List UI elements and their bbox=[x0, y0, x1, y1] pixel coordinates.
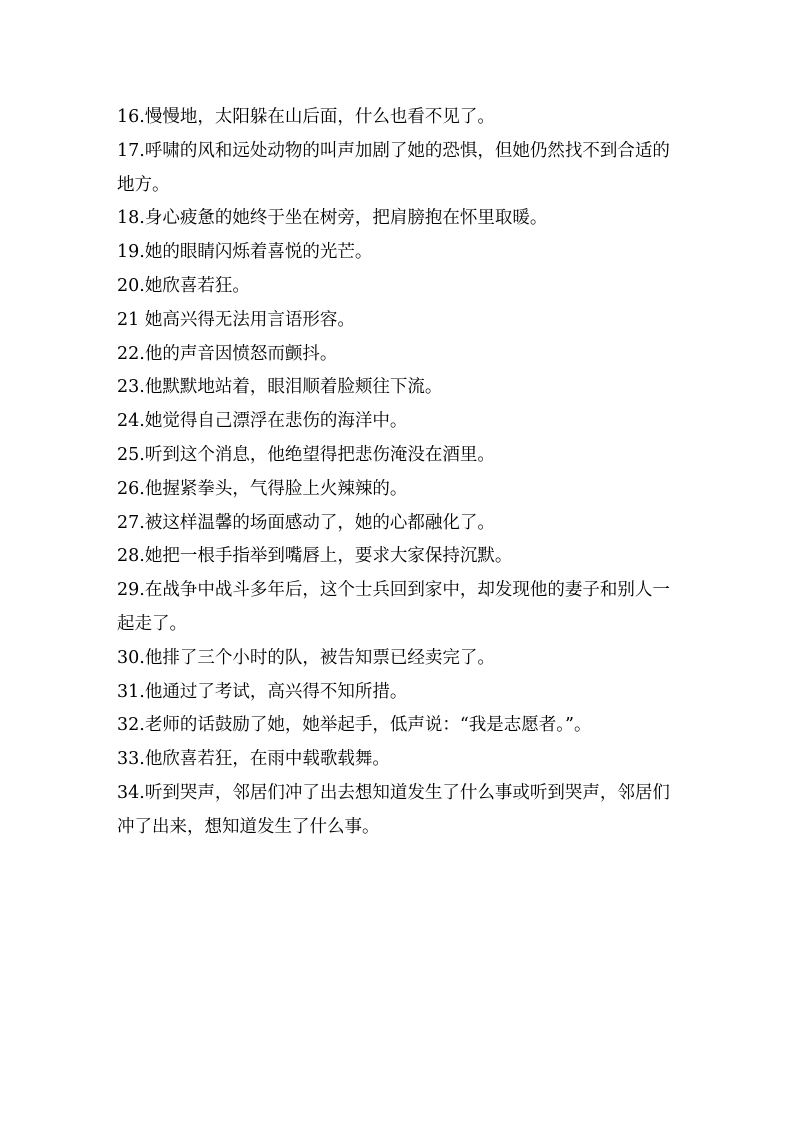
sentence-32: 32.老师的话鼓励了她，她举起手，低声说：“我是志愿者。”。 bbox=[117, 715, 592, 736]
sentence-24: 24.她觉得自己漂浮在悲伤的海洋中。 bbox=[117, 411, 408, 432]
sentence-21: 21 她高兴得无法用言语形容。 bbox=[117, 309, 355, 330]
sentence-30: 30.他排了三个小时的队，被告知票已经卖完了。 bbox=[117, 647, 495, 668]
sentence-19: 19.她的眼睛闪烁着喜悦的光芒。 bbox=[117, 242, 373, 263]
sentence-28: 28.她把一根手指举到嘴唇上，要求大家保持沉默。 bbox=[117, 546, 513, 567]
sentence-26: 26.他握紧拳头，气得脸上火辣辣的。 bbox=[117, 478, 408, 499]
sentence-20: 20.她欣喜若狂。 bbox=[117, 275, 250, 296]
sentence-31: 31.他通过了考试，高兴得不知所措。 bbox=[117, 681, 408, 702]
sentence-34: 34.听到哭声，邻居们冲了出去想知道发生了什么事或听到哭声，邻居们冲了出来，想知道发生了什么事。 bbox=[117, 782, 670, 837]
sentence-33: 33.他欣喜若狂，在雨中载歌载舞。 bbox=[117, 749, 390, 770]
sentence-25: 25.听到这个消息，他绝望得把悲伤淹没在酒里。 bbox=[117, 444, 495, 465]
sentence-27: 27.被这样温馨的场面感动了，她的心都融化了。 bbox=[117, 512, 495, 533]
sentence-list bbox=[117, 101, 677, 845]
sentence-23: 23.他默默地站着，眼泪顺着脸颊往下流。 bbox=[117, 377, 443, 398]
sentence-22: 22.他的声音因愤怒而颤抖。 bbox=[117, 343, 338, 364]
sentence-29: 29.在战争中战斗多年后，这个士兵回到家中，却发现他的妻子和别人一起走了。 bbox=[117, 580, 670, 634]
sentence-16: 16.慢慢地，太阳躲在山后面，什么也看不见了。 bbox=[117, 107, 495, 127]
sentence-17: 17.呼啸的风和远处动物的叫声加剧了她的恐惧，但她仍然找不到合适的地方。 bbox=[117, 140, 670, 195]
sentence-18: 18.身心疲惫的她终于坐在树旁，把肩膀抱在怀里取暖。 bbox=[117, 208, 548, 229]
